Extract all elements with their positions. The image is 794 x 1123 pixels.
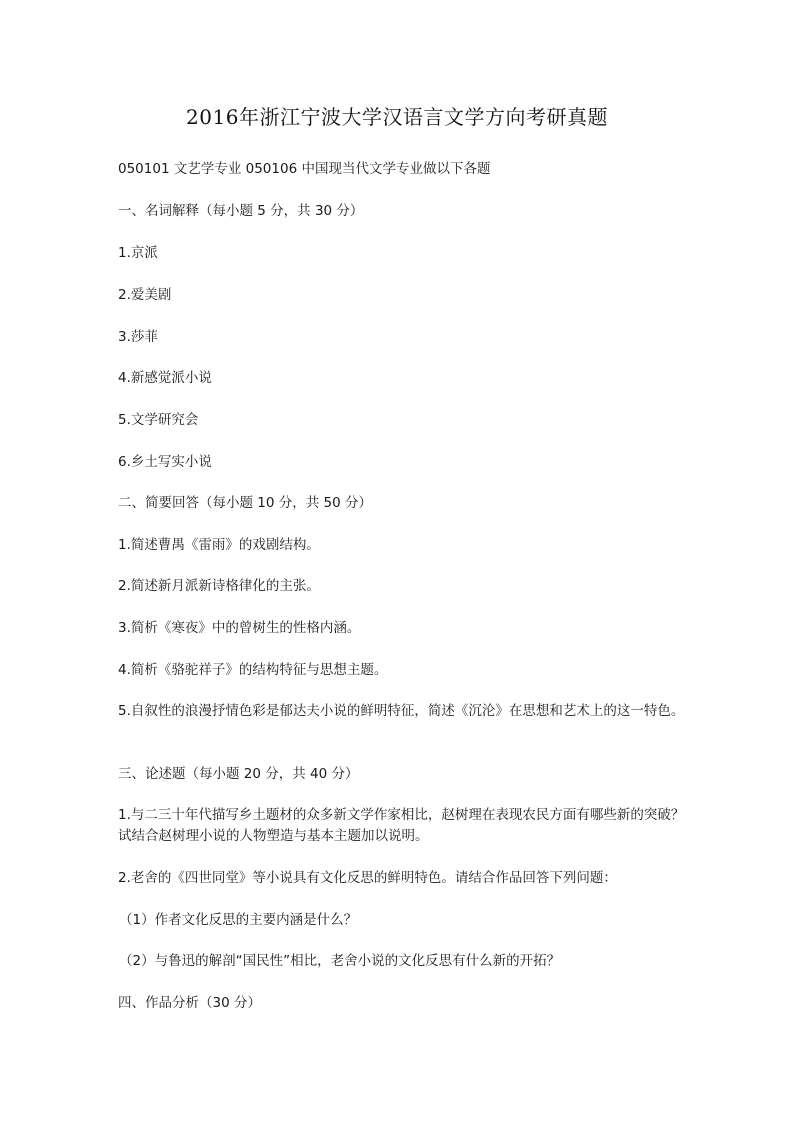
list-item: 4.新感觉派小说 — [118, 370, 212, 386]
list-item: 4.简析《骆驼祥子》的结构特征与思想主题。 — [118, 662, 388, 678]
list-item: 1.与二三十年代描写乡土题材的众多新文学作家相比，赵树理在表现农民方面有哪些新的突破？试结合赵树理小说的人物塑造与基本主题加以说明。 — [118, 807, 685, 844]
list-item: 6.乡土写实小说 — [118, 454, 212, 470]
document-title: 2016年浙江宁波大学汉语言文学方向考研真题 — [186, 105, 608, 129]
list-item: 5.文学研究会 — [118, 412, 199, 428]
list-item: 2.简述新月派新诗格律化的主张。 — [118, 578, 320, 594]
list-item: 1.京派 — [118, 245, 158, 261]
list-item: 3.简析《寒夜》中的曾树生的性格内涵。 — [118, 620, 361, 636]
list-item: 5.自叙性的浪漫抒情色彩是郁达夫小说的鲜明特征，简述《沉沦》在思想和艺术上的这一特色。 — [118, 703, 685, 719]
intro-line: 050101 文艺学专业 050106 中国现当代文学专业做以下各题 — [118, 161, 491, 177]
section-heading-3: 三、论述题（每小题 20 分，共 40 分） — [118, 766, 359, 782]
section-heading-4: 四、作品分析（30 分） — [118, 995, 261, 1011]
list-item: 2.爱美剧 — [118, 287, 172, 303]
list-item: 1.简述曹禺《雷雨》的戏剧结构。 — [118, 537, 320, 553]
list-item: （1）作者文化反思的主要内涵是什么？ — [119, 912, 358, 928]
list-item: 2.老舍的《四世同堂》等小说具有文化反思的鲜明特色。请结合作品回答下列问题： — [118, 870, 617, 886]
section-heading-2: 二、简要回答（每小题 10 分，共 50 分） — [118, 495, 373, 511]
section-heading-1: 一、名词解释（每小题 5 分，共 30 分） — [118, 203, 364, 219]
list-item: （2）与鲁迅的解剖“国民性”相比，老舍小说的文化反思有什么新的开拓？ — [119, 953, 561, 969]
list-item: 3.莎菲 — [118, 329, 158, 345]
